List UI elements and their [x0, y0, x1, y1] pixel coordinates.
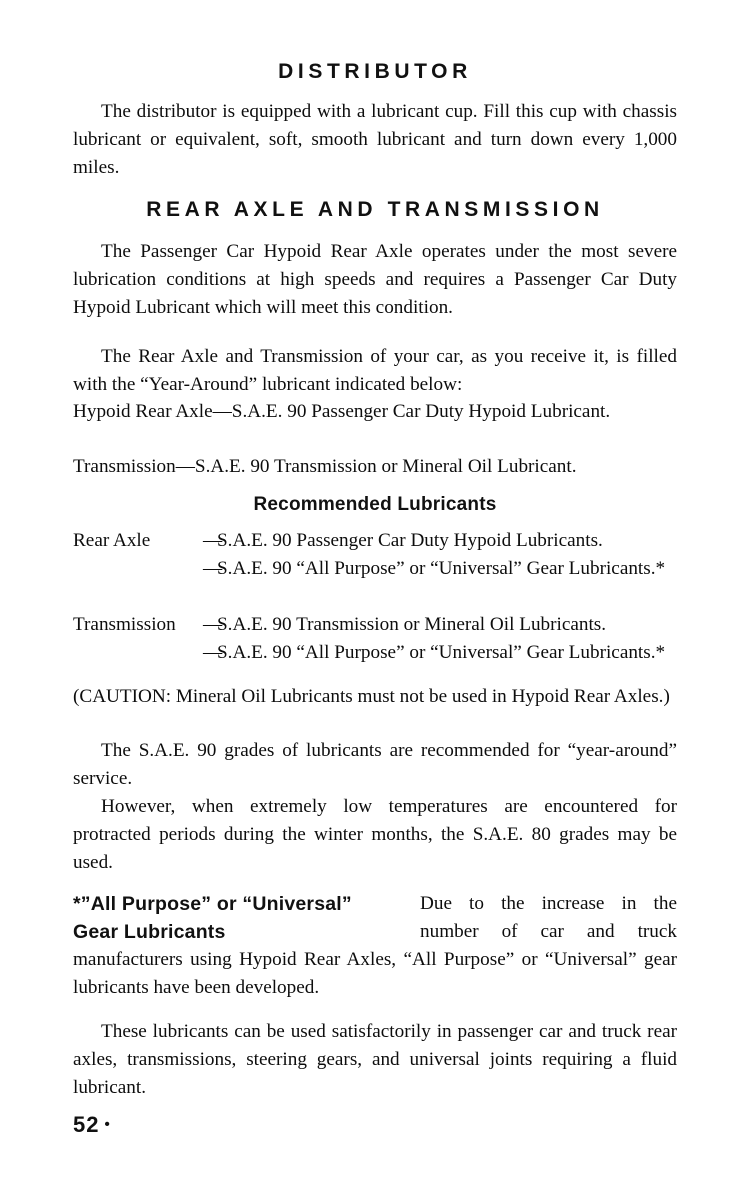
footnote-block — [73, 890, 677, 1002]
paragraph-sae90-grades: The S.A.E. 90 grades of lubricants are recommended for “year-around” service. — [73, 740, 677, 789]
lubricant-entry — [203, 555, 677, 583]
em-dash-icon: — — [203, 530, 223, 551]
lubricant-entry-text: S.A.E. 90 “All Purpose” or “Universal” Gear Lubricants.* — [217, 642, 666, 663]
footnote-heading-line-2: Gear Lubricants — [73, 921, 226, 943]
heading-rear-axle-transmission: REAR AXLE AND TRANSMISSION — [146, 198, 604, 221]
footnote-paragraph-2: These lubricants can be used satisfactorily in passenger car and truck rear axles, transmissions, steering gears, and universal joints requiring a fluid lubricant. — [73, 1021, 677, 1098]
lubricant-row-label: Rear Axle — [73, 530, 151, 551]
caution-note: (CAUTION: Mineral Oil Lubricants must not be used in Hypoid Rear Axles.) — [73, 686, 670, 707]
paragraph-hypoid-rear-axle: The Passenger Car Hypoid Rear Axle operates under the most severe lubrication conditions at high speeds and requires a Passenger Car Duty Hypoid Lubricant which will meet this condition. — [73, 241, 677, 318]
paragraph-distributor: The distributor is equipped with a lubricant cup. Fill this cup with chassis lubricant or equivalent, soft, smooth lubricant and turn down every 1,000 miles. — [73, 101, 677, 178]
bullet-icon: • — [104, 1116, 111, 1133]
paragraph-year-around-fill: The Rear Axle and Transmission of your car, as you receive it, is filled with the “Year-Around” lubricant indicated below: — [73, 346, 677, 395]
paragraph-low-temperature: However, when extremely low temperatures are encountered for protracted periods during the winter months, the S.A.E. 80 grades may be used. — [73, 796, 677, 873]
lubricant-entry-text: S.A.E. 90 Passenger Car Duty Hypoid Lubricants. — [217, 530, 603, 551]
spec-transmission: Transmission—S.A.E. 90 Transmission or Mineral Oil Lubricant. — [73, 456, 577, 477]
lubricant-row-transmission — [73, 611, 677, 667]
em-dash-icon: — — [203, 558, 223, 579]
heading-distributor: DISTRIBUTOR — [278, 60, 472, 83]
spec-hypoid-rear-axle: Hypoid Rear Axle—S.A.E. 90 Passenger Car Duty Hypoid Lubricant. — [73, 401, 611, 422]
lubricant-entry — [203, 611, 677, 639]
page-number-value: 52 — [73, 1112, 100, 1137]
heading-recommended-lubricants: Recommended Lubricants — [253, 494, 497, 515]
em-dash-icon: — — [203, 642, 223, 663]
em-dash-icon: — — [203, 614, 223, 635]
lubricant-row-rear-axle — [73, 527, 677, 583]
lubricant-entry — [203, 639, 677, 667]
lubricant-entry-text: S.A.E. 90 “All Purpose” or “Universal” Gear Lubricants.* — [217, 558, 666, 579]
lubricant-entry-text: S.A.E. 90 Transmission or Mineral Oil Lubricants. — [217, 614, 607, 635]
footnote-heading — [73, 890, 403, 946]
page-number — [73, 1112, 111, 1138]
footnote-paragraph-1: Due to the increase in the number of car and truck manufacturers using Hypoid Rear Axles, “All Purpose” or “Universal” gear lubricants have been developed. — [73, 893, 677, 998]
lubricant-row-label: Transmission — [73, 614, 176, 635]
footnote-heading-line-1: *”All Purpose” or “Universal” — [73, 893, 352, 915]
lubricant-entry — [203, 527, 677, 555]
